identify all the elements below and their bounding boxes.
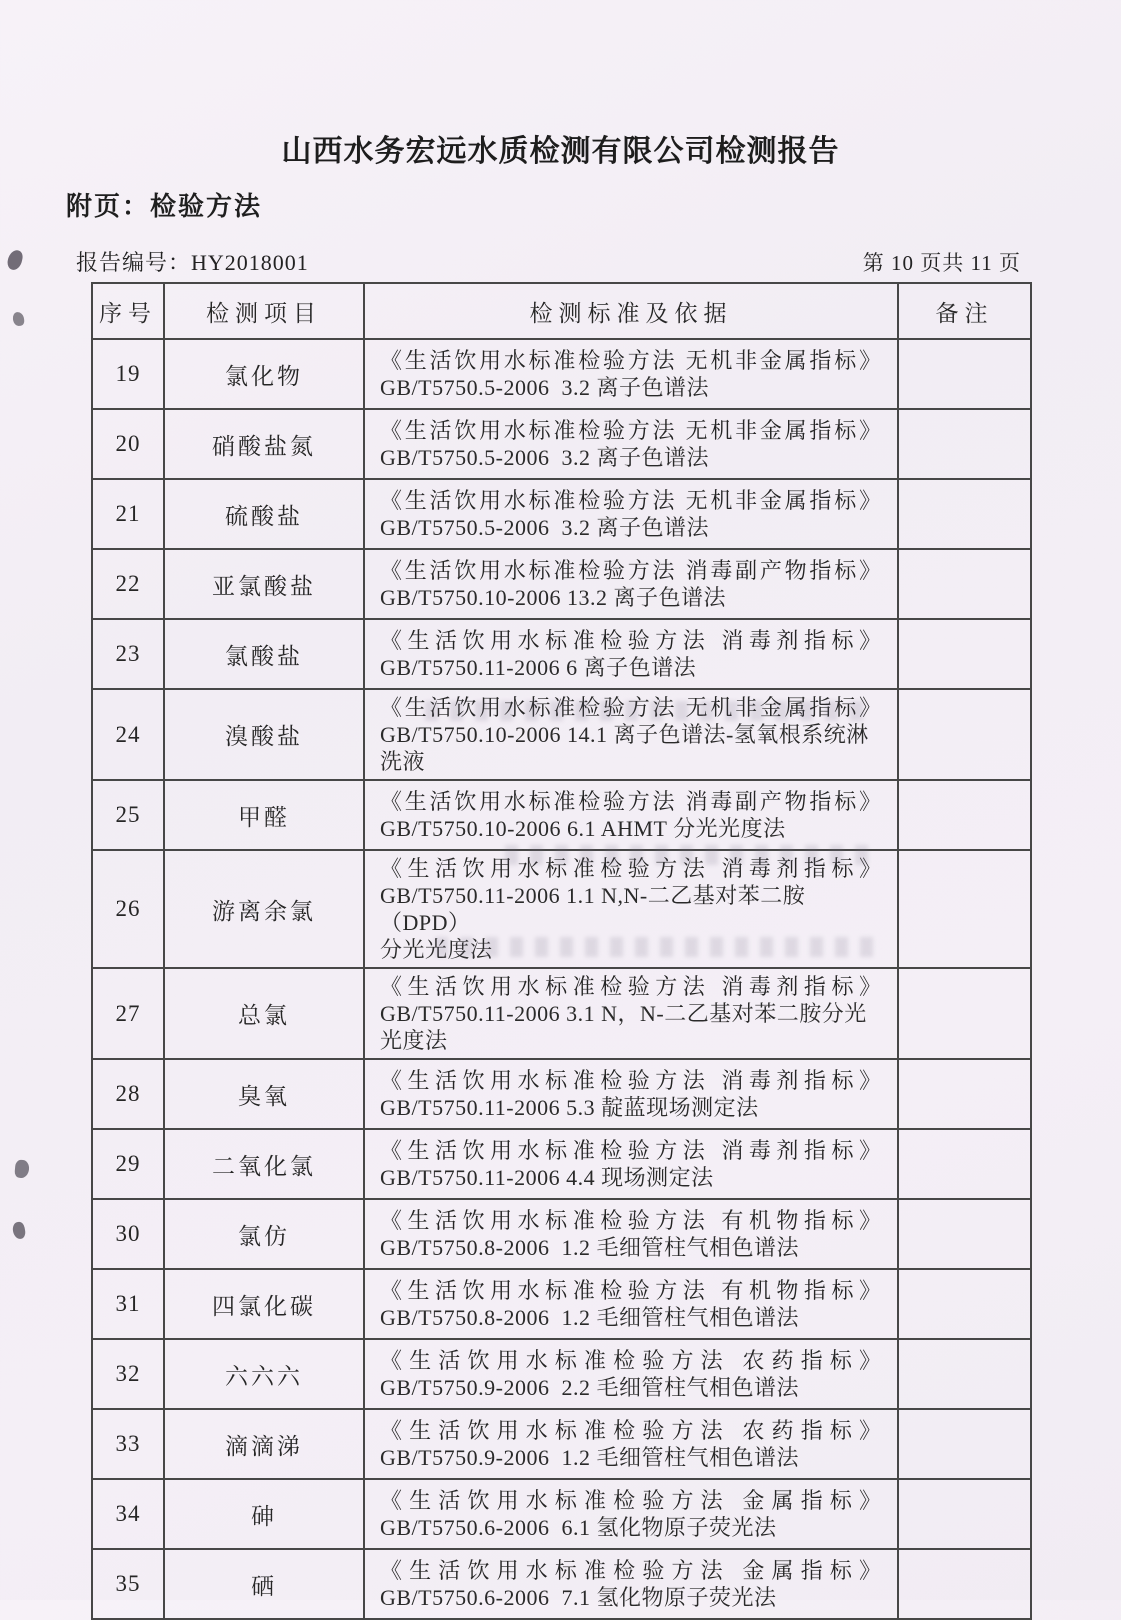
standard-title-line: 《生活饮用水标准检验方法 消毒副产物指标》 [380,789,881,814]
standard-detail-line: 光度法 [380,1028,448,1053]
scan-speck [12,311,25,326]
standard-title-line: 《生活饮用水标准检验方法 农药指标》 [380,1418,881,1443]
standard-detail-line: GB/T5750.10-2006 6.1 AHMT 分光光度法 [380,816,786,841]
row-remark [898,1479,1031,1549]
row-item: 硝酸盐氮 [164,409,364,479]
row-remark [898,1199,1031,1269]
standard-title-line: 《生活饮用水标准检验方法 消毒剂指标》 [380,628,881,653]
row-no: 35 [92,1549,164,1619]
standard-detail-line: GB/T5750.11-2006 4.4 现场测定法 [380,1165,714,1190]
row-standard [364,1409,898,1479]
row-remark [898,1129,1031,1199]
row-no: 24 [92,689,164,780]
standard-title-line: 《生活饮用水标准检验方法 无机非金属指标》 [380,348,881,373]
row-remark [898,1059,1031,1129]
standard-title-line: 《生活饮用水标准检验方法 农药指标》 [380,1348,881,1373]
standard-detail-line: GB/T5750.11-2006 3.1 N，N-二乙基对苯二胺分光 [380,1001,867,1026]
table-row [92,549,1031,619]
row-remark [898,850,1031,968]
table-row [92,1339,1031,1409]
row-standard [364,1479,898,1549]
row-no: 21 [92,479,164,549]
col-header-standard: 检测标准及依据 [364,283,898,339]
row-standard [364,780,898,850]
standard-title-line: 《生活饮用水标准检验方法 消毒剂指标》 [380,856,881,881]
row-standard [364,968,898,1059]
row-standard [364,1269,898,1339]
standard-title-line: 《生活饮用水标准检验方法 金属指标》 [380,1558,881,1583]
bleedthrough-smudge [425,701,865,721]
row-item: 氯仿 [164,1199,364,1269]
col-header-remark: 备注 [898,283,1031,339]
standard-detail-line: GB/T5750.6-2006 7.1 氢化物原子荧光法 [380,1585,777,1610]
row-item: 亚氯酸盐 [164,549,364,619]
row-remark [898,1409,1031,1479]
row-no: 19 [92,339,164,409]
row-remark [898,409,1031,479]
standard-title-line: 《生活饮用水标准检验方法 消毒剂指标》 [380,1138,881,1163]
row-no: 34 [92,1479,164,1549]
standard-detail-line: 分光光度法 [380,937,493,962]
row-remark [898,968,1031,1059]
row-standard [364,479,898,549]
scan-speck [6,249,24,271]
standard-detail-line: GB/T5750.6-2006 6.1 氢化物原子荧光法 [380,1515,777,1540]
row-standard [364,1129,898,1199]
row-remark [898,780,1031,850]
row-no: 26 [92,850,164,968]
table-row [92,968,1031,1059]
row-item: 总氯 [164,968,364,1059]
table-row [92,1409,1031,1479]
col-header-item: 检测项目 [164,283,364,339]
standard-detail-line: 洗液 [380,749,426,774]
row-item: 氯化物 [164,339,364,409]
table-header-row [92,283,1031,339]
row-item: 游离余氯 [164,850,364,968]
row-standard [364,339,898,409]
scan-speck [14,1159,30,1178]
standard-title-line: 《生活饮用水标准检验方法 有机物指标》 [380,1278,881,1303]
scan-speck [12,1221,27,1240]
table-row [92,1269,1031,1339]
report-number-value: HY2018001 [191,250,309,275]
row-standard [364,1549,898,1619]
report-number [76,246,309,277]
row-remark [898,339,1031,409]
standard-detail-line: GB/T5750.8-2006 1.2 毛细管柱气相色谱法 [380,1235,799,1260]
table-row [92,619,1031,689]
table-row [92,1129,1031,1199]
row-item: 溴酸盐 [164,689,364,780]
standard-title-line: 《生活饮用水标准检验方法 有机物指标》 [380,1208,881,1233]
row-no: 31 [92,1269,164,1339]
standard-detail-line: GB/T5750.5-2006 3.2 离子色谱法 [380,445,709,470]
row-item: 四氯化碳 [164,1269,364,1339]
row-item: 甲醛 [164,780,364,850]
row-standard [364,549,898,619]
attachment-heading: 附页：检验方法 [66,192,263,222]
row-item: 臭氧 [164,1059,364,1129]
row-no: 30 [92,1199,164,1269]
row-standard [364,1339,898,1409]
row-remark [898,1269,1031,1339]
row-remark [898,689,1031,780]
page-indicator: 第 10 页共 11 页 [862,251,1021,275]
standard-detail-line: GB/T5750.5-2006 3.2 离子色谱法 [380,515,709,540]
standard-detail-line: GB/T5750.11-2006 1.1 N,N-二乙基对苯二胺（DPD） [380,883,806,935]
row-item: 六六六 [164,1339,364,1409]
standard-title-line: 《生活饮用水标准检验方法 消毒剂指标》 [380,1068,881,1093]
report-meta-row [76,246,1021,277]
row-remark [898,479,1031,549]
row-item: 砷 [164,1479,364,1549]
table-row [92,1549,1031,1619]
standard-detail-line: GB/T5750.11-2006 6 离子色谱法 [380,655,697,680]
standard-title-line: 《生活饮用水标准检验方法 金属指标》 [380,1488,881,1513]
standard-detail-line: GB/T5750.10-2006 14.1 离子色谱法-氢氧根系统淋 [380,722,869,747]
table-row [92,1059,1031,1129]
row-no: 25 [92,780,164,850]
report-number-label: 报告编号： [76,250,192,275]
col-header-no: 序号 [92,283,164,339]
standard-detail-line: GB/T5750.8-2006 1.2 毛细管柱气相色谱法 [380,1305,799,1330]
row-item: 滴滴涕 [164,1409,364,1479]
standard-detail-line: GB/T5750.9-2006 2.2 毛细管柱气相色谱法 [380,1375,799,1400]
table-row [92,409,1031,479]
table-row [92,1199,1031,1269]
row-standard [364,1199,898,1269]
row-item: 硫酸盐 [164,479,364,549]
row-standard [364,1059,898,1129]
standard-detail-line: GB/T5750.5-2006 3.2 离子色谱法 [380,375,709,400]
row-no: 20 [92,409,164,479]
row-remark [898,549,1031,619]
row-remark [898,1549,1031,1619]
bleedthrough-smudge [505,845,870,865]
standard-detail-line: GB/T5750.9-2006 1.2 毛细管柱气相色谱法 [380,1445,799,1470]
standard-title-line: 《生活饮用水标准检验方法 无机非金属指标》 [380,695,881,720]
row-no: 27 [92,968,164,1059]
page-title: 山西水务宏远水质检测有限公司检测报告 [281,134,840,169]
bleedthrough-smudge [435,937,875,957]
row-item: 二氧化氯 [164,1129,364,1199]
standard-title-line: 《生活饮用水标准检验方法 无机非金属指标》 [380,418,881,443]
row-standard [364,409,898,479]
row-no: 29 [92,1129,164,1199]
table-row [92,339,1031,409]
standard-detail-line: GB/T5750.11-2006 5.3 靛蓝现场测定法 [380,1095,759,1120]
row-no: 23 [92,619,164,689]
row-no: 22 [92,549,164,619]
standard-title-line: 《生活饮用水标准检验方法 无机非金属指标》 [380,488,881,513]
table-row [92,780,1031,850]
standard-title-line: 《生活饮用水标准检验方法 消毒剂指标》 [380,974,881,999]
table-row [92,1479,1031,1549]
row-remark [898,619,1031,689]
standard-detail-line: GB/T5750.10-2006 13.2 离子色谱法 [380,585,726,610]
standard-title-line: 《生活饮用水标准检验方法 消毒副产物指标》 [380,558,881,583]
row-remark [898,1339,1031,1409]
row-item: 硒 [164,1549,364,1619]
row-no: 28 [92,1059,164,1129]
row-standard [364,619,898,689]
row-no: 32 [92,1339,164,1409]
table-row [92,479,1031,549]
row-no: 33 [92,1409,164,1479]
row-item: 氯酸盐 [164,619,364,689]
